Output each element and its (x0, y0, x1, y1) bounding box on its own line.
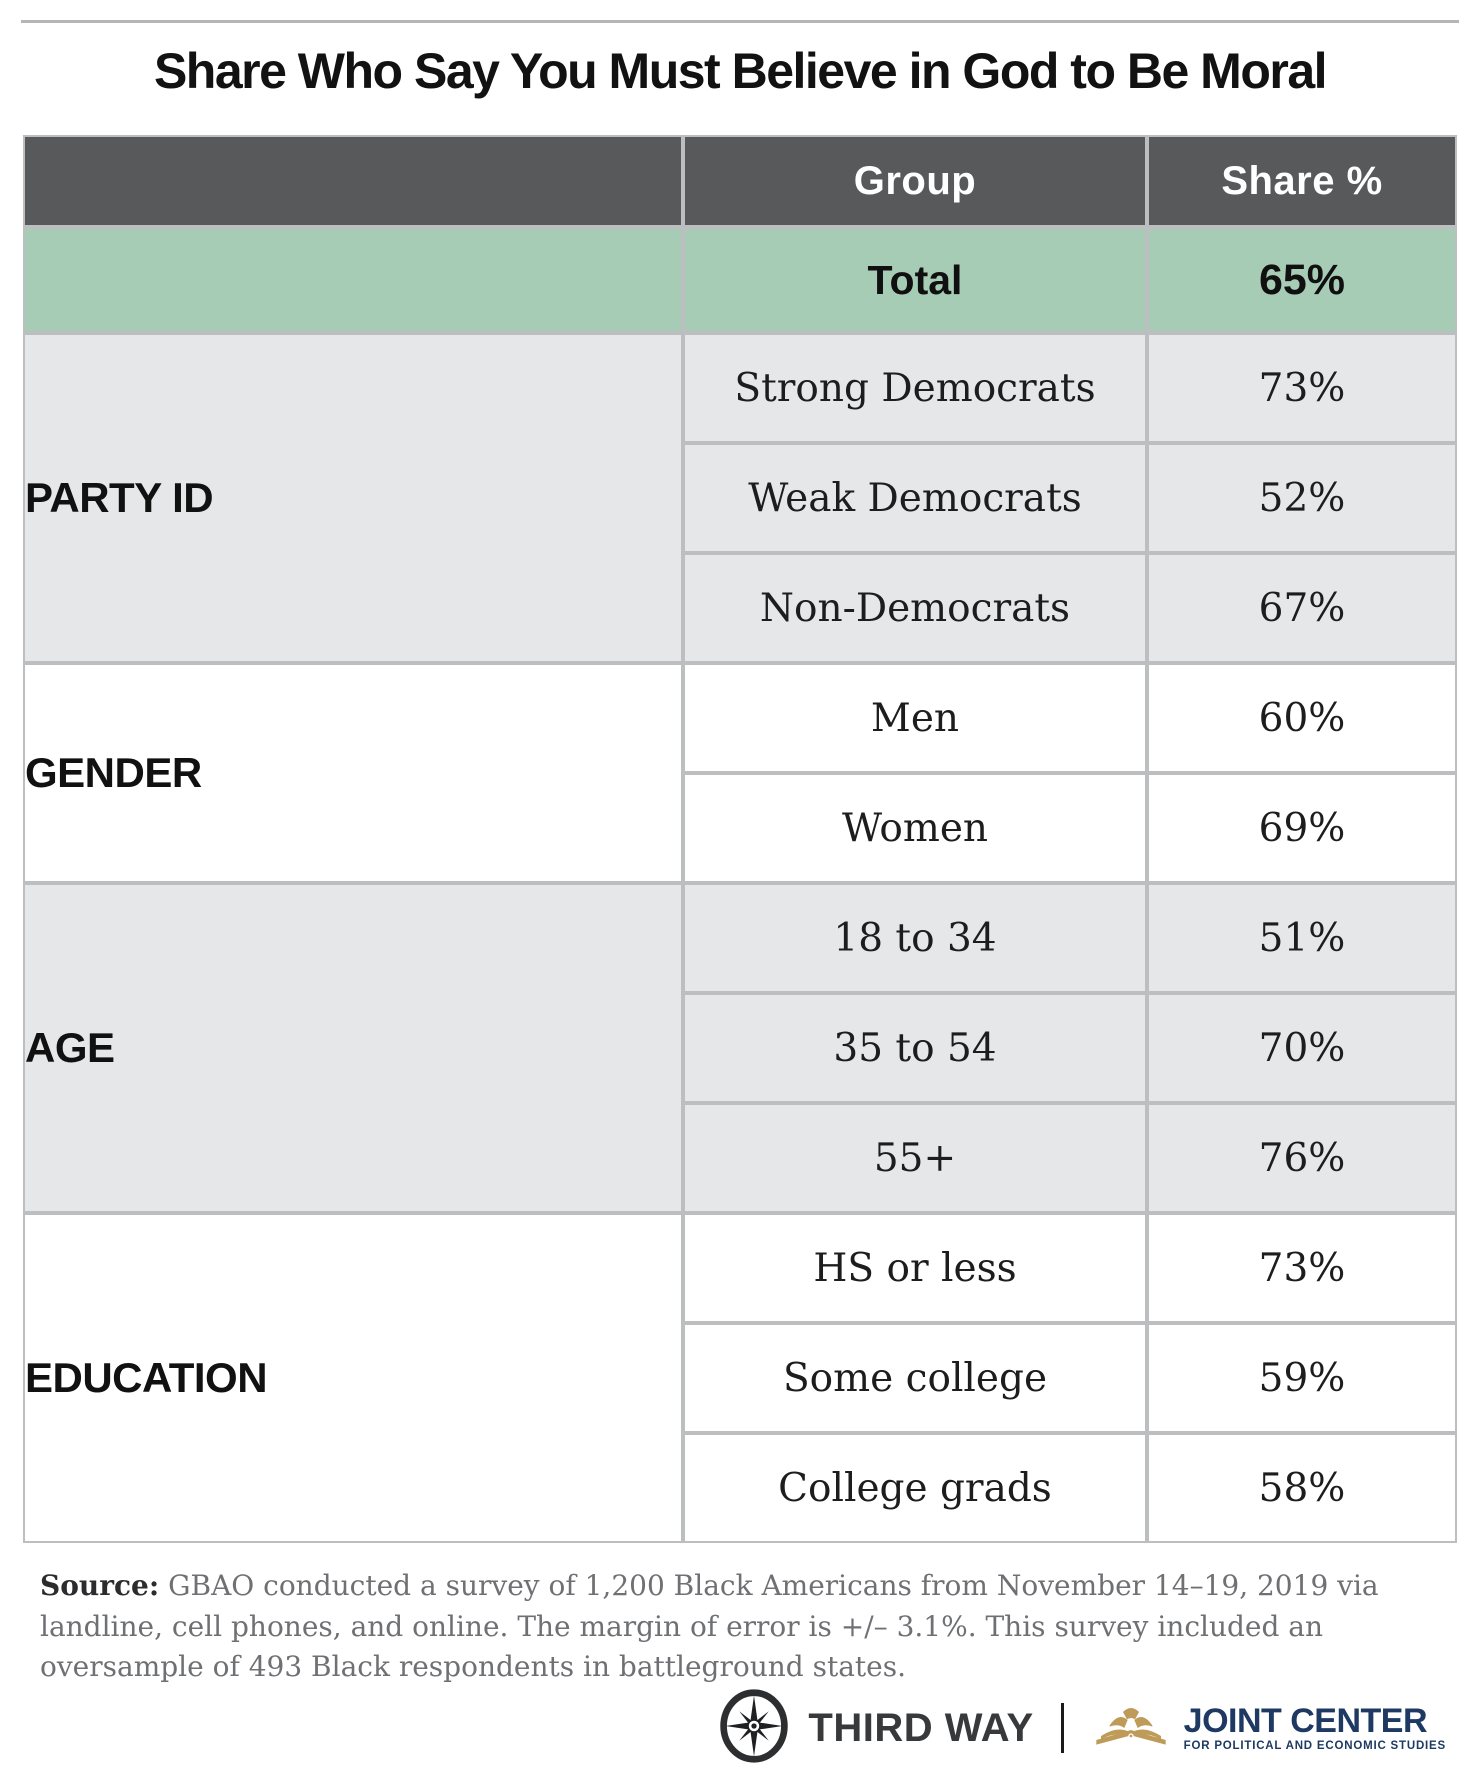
share-cell: 51% (1149, 885, 1455, 991)
share-cell: 70% (1149, 995, 1455, 1101)
category-education: EDUCATION (25, 1215, 681, 1541)
share-cell: 76% (1149, 1105, 1455, 1211)
category-age: AGE (25, 885, 681, 1211)
table-row (25, 885, 1455, 991)
source-label: Source: (40, 1569, 160, 1602)
share-cell: 67% (1149, 555, 1455, 661)
header-cell-share: Share % (1149, 137, 1455, 225)
group-cell: 55+ (685, 1105, 1145, 1211)
top-rule (21, 20, 1459, 23)
share-cell: 59% (1149, 1325, 1455, 1431)
page-title: Share Who Say You Must Believe in God to Be Moral (153, 43, 1327, 99)
table-row (25, 665, 1455, 771)
joint-center-name: JOINT CENTER (1183, 1702, 1428, 1740)
group-cell: Women (685, 775, 1145, 881)
third-way-logo-text: THIRD WAY (808, 1705, 1034, 1750)
category-gender: GENDER (25, 665, 681, 881)
footer-logos (716, 1686, 1446, 1770)
group-cell: College grads (685, 1435, 1145, 1541)
category-party-id: PARTY ID (25, 335, 681, 661)
joint-center-subtitle: FOR POLITICAL AND ECONOMIC STUDIES (1183, 1740, 1446, 1752)
joint-center-logo-text (1184, 1704, 1446, 1752)
share-cell: 69% (1149, 775, 1455, 881)
total-label: Total (685, 229, 1145, 331)
group-cell: Strong Democrats (685, 335, 1145, 441)
group-cell: Weak Democrats (685, 445, 1145, 551)
group-cell: 18 to 34 (685, 885, 1145, 991)
compass-icon (716, 1686, 792, 1771)
table-row (25, 335, 1455, 441)
source-note (40, 1566, 1460, 1688)
share-cell: 73% (1149, 335, 1455, 441)
header-cell-category (25, 137, 681, 225)
header-cell-group: Group (685, 137, 1145, 225)
group-cell: HS or less (685, 1215, 1145, 1321)
share-cell: 73% (1149, 1215, 1455, 1321)
group-cell: 35 to 54 (685, 995, 1145, 1101)
share-cell: 58% (1149, 1435, 1455, 1541)
share-cell: 60% (1149, 665, 1455, 771)
open-book-icon (1091, 1700, 1171, 1757)
header-row (25, 137, 1455, 225)
group-cell: Some college (685, 1325, 1145, 1431)
group-cell: Men (685, 665, 1145, 771)
source-text: GBAO conducted a survey of 1,200 Black Americans from November 14–19, 2019 via landline, cell phones, and online. The margin of error is +/– 3.1%. This survey included an oversample of 493 Black respondents in battleground states. (40, 1569, 1379, 1684)
logo-divider (1061, 1703, 1064, 1753)
share-cell: 52% (1149, 445, 1455, 551)
total-value: 65% (1149, 229, 1455, 331)
total-row (25, 229, 1455, 331)
table-row (25, 1215, 1455, 1321)
survey-table (21, 133, 1459, 1545)
total-category-cell (25, 229, 681, 331)
group-cell: Non-Democrats (685, 555, 1145, 661)
